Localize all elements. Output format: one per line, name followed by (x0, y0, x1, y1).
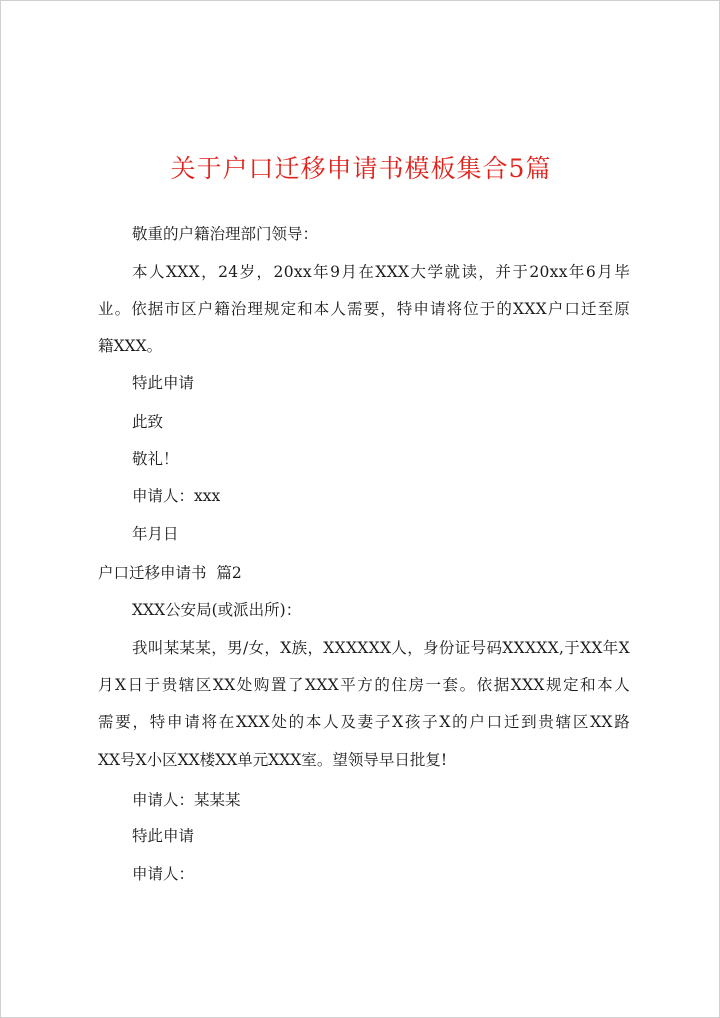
document-title: 关于户口迁移申请书模板集合5篇 (170, 154, 552, 183)
applicant-2: 申请人：某某某 (132, 791, 241, 809)
date-1: 年月日 (132, 525, 179, 543)
closing-jingli: 敬礼！ (132, 450, 179, 468)
closing-special-request-2: 特此申请 (132, 827, 195, 845)
body-1-line-1: 本人XXX，24岁，20xx年9月在XXX大学就读，并于20xx年6月毕 (132, 263, 630, 281)
body-2-line-4: XX号X小区XX楼XX单元XXX室。望领导早日批复! (98, 751, 448, 769)
salutation-2: XXX公安局(或派出所)： (132, 601, 302, 619)
body-2-line-2: 月X日于贵辖区XX处购置了XXX平方的住房一套。依据XXX规定和本人 (98, 676, 630, 694)
body-2-line-3: 需要，特申请将在XXX处的本人及妻子X孩子X的户口迁到贵辖区XX路 (98, 713, 630, 731)
applicant-1: 申请人：xxx (132, 487, 221, 505)
body-1-line-2: 业。依据市区户籍治理规定和本人需要，特申请将位于的XXX户口迁至原 (98, 300, 630, 318)
applicant-3: 申请人： (132, 865, 195, 883)
salutation-1: 敬重的户籍治理部门领导： (132, 225, 319, 243)
body-2-line-1: 我叫某某某，男/女，X族，XXXXXX人，身份证号码XXXXX,于XX年X (132, 639, 630, 657)
closing-cizhi: 此致 (132, 413, 164, 431)
closing-special-request: 特此申请 (132, 374, 195, 392)
body-1-line-3: 籍XXX。 (98, 337, 163, 355)
section-2-heading: 户口迁移申请书 篇2 (98, 564, 242, 582)
